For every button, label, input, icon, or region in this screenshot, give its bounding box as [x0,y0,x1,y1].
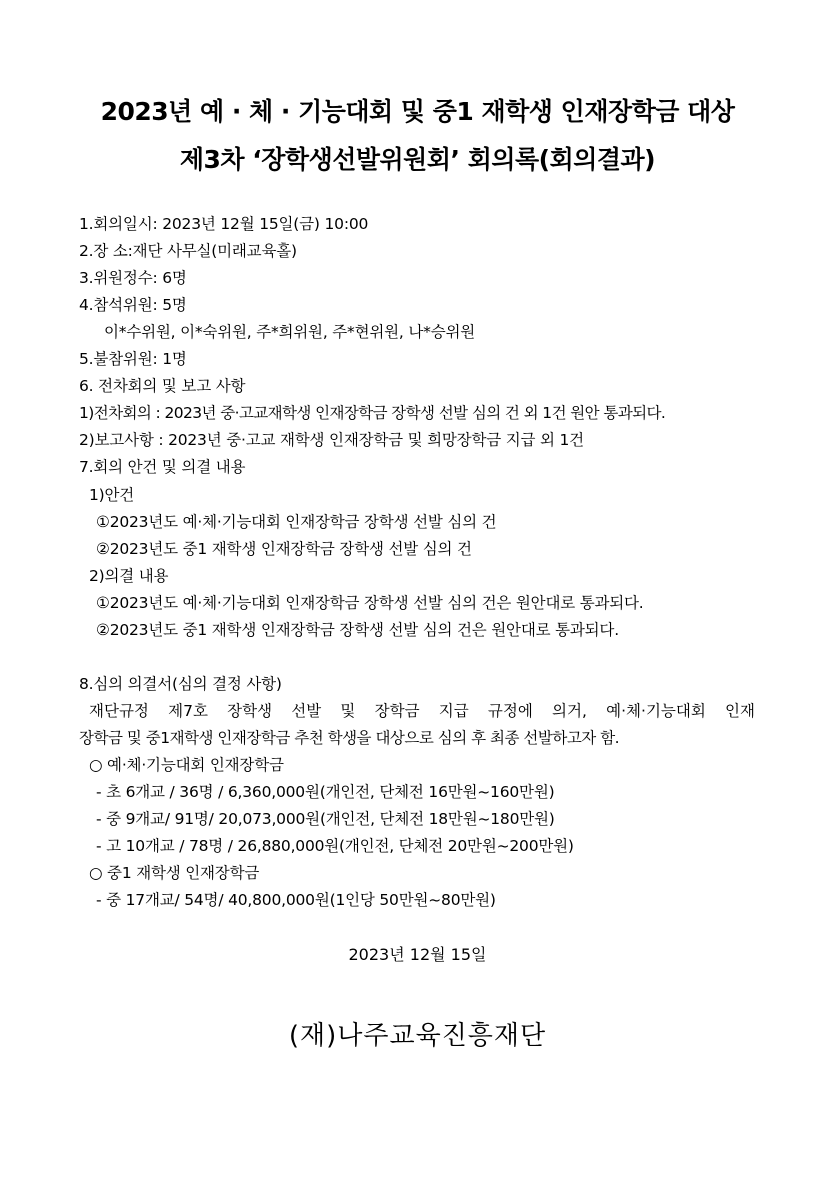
meeting-date: 1.회의일시: 2023년 12월 15일(금) 10:00 [79,215,369,233]
section8-paragraph-line1: 재단규정 제7호 장학생 선발 및 장학금 지급 규정에 의거, 예·체·기능대회 인재 [89,702,755,720]
group1-item: - 초 6개교 / 36명 / 6,360,000원(개인전, 단체전 16만원~160만원) [96,783,555,801]
document-date: 2023년 12월 15일 [348,945,487,964]
section7-heading: 7.회의 안건 및 의결 내용 [79,458,246,476]
group2-item: - 중 17개교/ 54명/ 40,800,000원(1인당 50만원~80만원) [96,891,496,909]
resolution-item-1: ①2023년도 예·체·기능대회 인재장학금 장학생 선발 심의 건은 원안대로 통과되다. [96,594,644,612]
agenda-label: 1)안건 [89,486,135,504]
document-title-line2: 제3차 ‘장학생선발위원회’ 회의록(회의결과) [179,145,656,174]
meeting-place: 2.장 소:재단 사무실(미래교육홀) [79,242,297,260]
section6-item1: 1)전차회의 : 2023년 중·고교재학생 인재장학금 장학생 선발 심의 건 외 1건 원안 통과되다. [79,404,666,422]
attendees-names: 이*수위원, 이*숙위원, 주*희위원, 주*현위원, 나*승위원 [104,323,476,341]
group1-item: - 고 10개교 / 78명 / 26,880,000원(개인전, 단체전 20만원~200만원) [96,837,574,855]
section8-heading: 8.심의 의결서(심의 결정 사항) [79,675,282,693]
absent-count: 5.불참위원: 1명 [79,350,187,368]
attendees-count: 4.참석위원: 5명 [79,296,187,314]
group1-title: ○ 예·체·기능대회 인재장학금 [89,756,284,774]
group1-item: - 중 9개교/ 91명/ 20,073,000원(개인전, 단체전 18만원~180만원) [96,810,555,828]
organization-name: (재)나주교육진흥재단 [288,1021,547,1051]
section6-item2: 2)보고사항 : 2023년 중·고교 재학생 인재장학금 및 희망장학금 지급 외 1건 [79,431,584,449]
group2-title: ○ 중1 재학생 인재장학금 [89,864,260,882]
section8-paragraph-line2: 장학금 및 중1재학생 인재장학금 추천 학생을 대상으로 심의 후 최종 선발하고자 함. [79,729,620,747]
committee-quorum: 3.위원정수: 6명 [79,269,187,287]
agenda-item-1: ①2023년도 예·체·기능대회 인재장학금 장학생 선발 심의 건 [96,513,497,531]
resolution-label: 2)의결 내용 [89,567,169,585]
document-title-line1: 2023년 예 · 체 · 기능대회 및 중1 재학생 인재장학금 대상 [100,97,735,126]
agenda-item-2: ②2023년도 중1 재학생 인재장학금 장학생 선발 심의 건 [96,540,472,558]
resolution-item-2: ②2023년도 중1 재학생 인재장학금 장학생 선발 심의 건은 원안대로 통과되다. [96,621,619,639]
section6-heading: 6. 전차회의 및 보고 사항 [79,377,246,395]
